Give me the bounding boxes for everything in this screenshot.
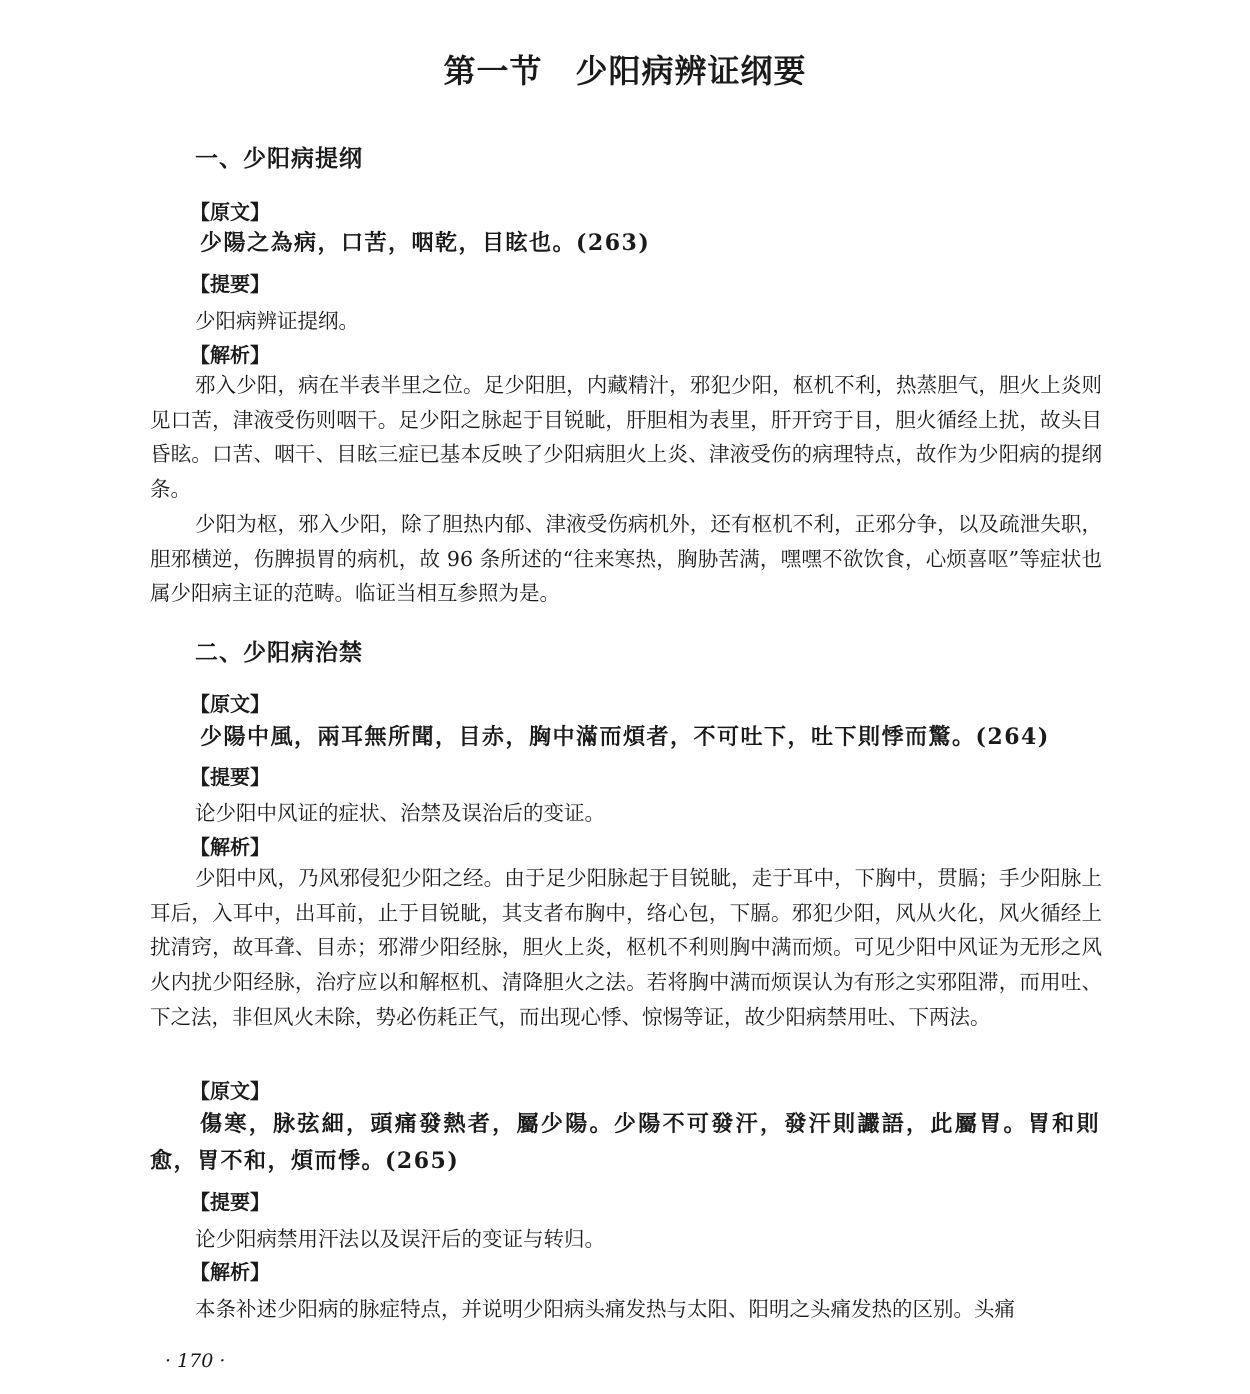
jiexi-paragraph: 邪入少阳，病在半表半里之位。足少阳胆，内藏精汁，邪犯少阳，枢机不利，热蒸胆气，胆火上炎则见口苦，津液受伤则咽干。足少阳之脉起于目锐眦，肝胆相为表里，肝开窍于目，胆火循经上扰，故头目昏眩。口苦、咽干、目眩三症已基本反映了少阳病胆火上炎、津液受伤的病理特点，故作为少阳病的提纲条。 [150,373,1102,502]
tiyao-label: 【提要】 [190,1190,270,1214]
section-heading-2: 二、少阳病治禁 [195,640,363,666]
yuanwen-text: 少陽中風，兩耳無所聞，目赤，胸中滿而煩者，不可吐下，吐下則悸而驚。(264) [200,724,1050,750]
jiexi-paragraph: 本条补述少阳病的脉症特点，并说明少阳病头痛发热与太阳、阳明之头痛发热的区别。头痛 [195,1297,1015,1321]
yuanwen-label: 【原文】 [190,200,270,224]
jiexi-label: 【解析】 [190,1260,270,1284]
yuanwen-text: 少陽之為病，口苦，咽乾，目眩也。(263) [200,230,651,256]
jiexi-label: 【解析】 [190,835,270,859]
tiyao-text: 少阳病辨证提纲。 [195,309,359,333]
yuanwen-text: 傷寒，脉弦細，頭痛發熱者，屬少陽。少陽不可發汗，發汗則讝語，此屬胃。胃和則愈，胃不和，煩而悸。(265) [150,1111,1100,1174]
jiexi-paragraph: 少阳中风，乃风邪侵犯少阳之经。由于足少阳脉起于目锐眦，走于耳中，下胸中，贯膈；手少阳脉上耳后，入耳中，出耳前，止于目锐眦，其支者布胸中，络心包，下膈。邪犯少阳，风从火化，风火循经上扰清窍，故耳聋、目赤；邪滞少阳经脉，胆火上炎，枢机不利则胸中满而烦。可见少阳中风证为无形之风火内扰少阳经脉，治疗应以和解枢机、清降胆火之法。若将胸中满而烦误认为有形之实邪阻滞，而用吐、下之法，非但风火未除，势必伤耗正气，而出现心悸、惊惕等证，故少阳病禁用吐、下两法。 [150,866,1102,1029]
yuanwen-label: 【原文】 [190,1079,270,1103]
tiyao-text: 论少阳中风证的症状、治禁及误治后的变证。 [195,801,605,825]
section-heading-1: 一、少阳病提纲 [195,146,363,172]
tiyao-label: 【提要】 [190,765,270,789]
jiexi-label: 【解析】 [190,343,270,367]
tiyao-text: 论少阳病禁用汗法以及误汗后的变证与转归。 [195,1227,605,1251]
tiyao-label: 【提要】 [190,272,270,296]
page-title: 第一节 少阳病辨证纲要 [443,52,807,90]
page-number: · 170 · [165,1350,226,1372]
jiexi-paragraph: 少阳为枢，邪入少阳，除了胆热内郁、津液受伤病机外，还有枢机不利，正邪分争，以及疏泄失职，胆邪横逆，伤脾损胃的病机，故 96 条所述的“往来寒热，胸胁苦满，嘿嘿不欲饮食，心烦喜呕”等症状也属少阳病主证的范畴。临证当相互参照为是。 [150,512,1102,606]
yuanwen-label: 【原文】 [190,692,270,716]
